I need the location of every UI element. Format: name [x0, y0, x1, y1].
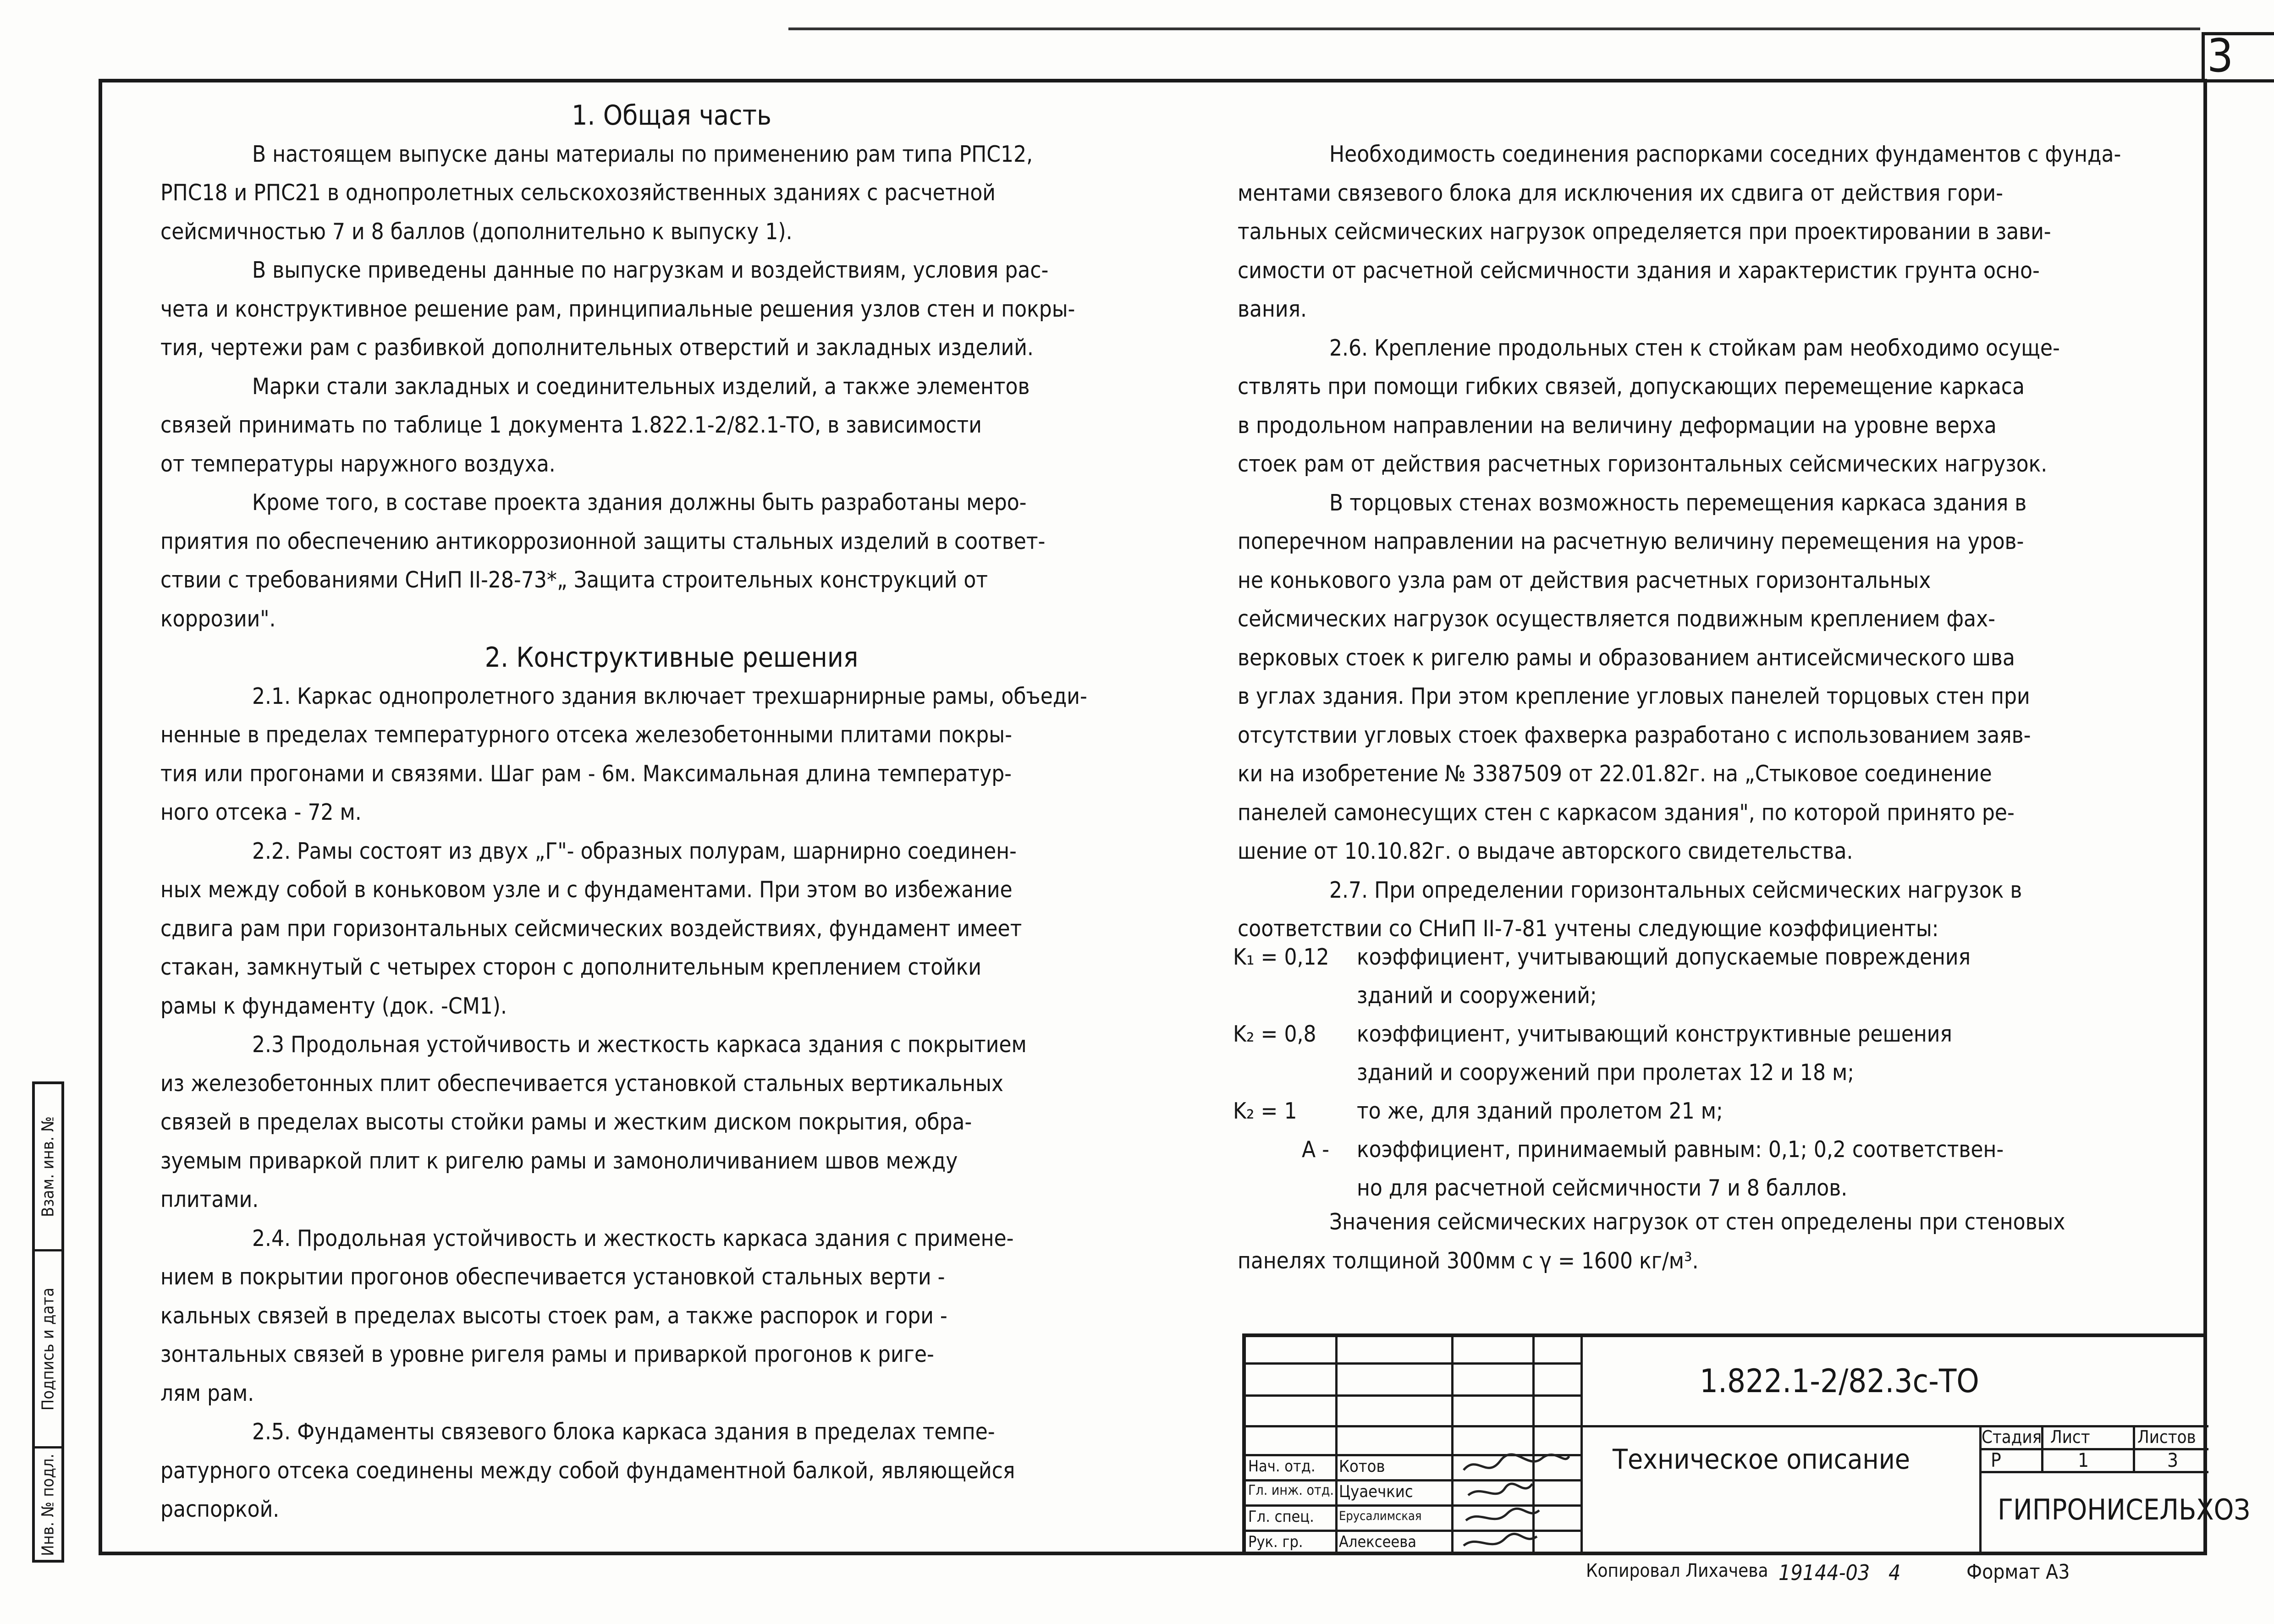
para-2-4	[160, 1219, 1183, 1413]
title-block	[1242, 1333, 2251, 1555]
text-line: ных между собой в коньковом узле и с фундаментами. При этом во избежание	[160, 877, 1013, 903]
text-line: 2.6. Крепление продольных стен к стойкам рам необходимо осуще-	[1329, 335, 2060, 361]
text-line: В выпуске приведены данные по нагрузкам и воздействиям, условия рас-	[252, 257, 1049, 283]
doc-code: 1.822.1-2/82.3с-ТО	[1700, 1362, 1979, 1400]
text-line: поперечном направлении на расчетную величину перемещения на уров-	[1238, 528, 2024, 554]
para-2-2	[160, 832, 1183, 1026]
para-2-3	[160, 1026, 1183, 1219]
text-line: стакан, замкнутый с четырех сторон с дополнительным креплением стойки	[160, 954, 982, 980]
coef-k2b-text: то же, для зданий пролетом 21 м;	[1357, 1098, 1723, 1124]
para-end-walls	[1238, 484, 2205, 871]
text-line: отсутствии угловых стоек фахверка разработано с использованием заяв-	[1238, 722, 2031, 748]
text-line: 2.2. Рамы состоят из двух „Г"- образных полурам, шарнирно соединен-	[252, 838, 1017, 864]
para-intro	[160, 135, 1183, 252]
text-line: в продольном направлении на величину деформации на уровне верха	[1238, 412, 1997, 439]
sheets-value: 3	[2167, 1449, 2179, 1471]
text-line: 2.3 Продольная устойчивость и жесткость каркаса здания с покрытием	[252, 1031, 1027, 1058]
text-line: из железобетонных плит обеспечивается установкой стальных вертикальных	[160, 1070, 1003, 1097]
text-line: приятия по обеспечению антикоррозионной защиты стальных изделий в соответ-	[160, 528, 1046, 554]
coef-a-symbol: A -	[1302, 1136, 1330, 1163]
text-line: лям рам.	[160, 1380, 254, 1406]
para-2-1	[160, 677, 1183, 832]
text-line: распоркой.	[160, 1496, 280, 1522]
heading-constructive: 2. Конструктивные решения	[485, 642, 859, 674]
coef-k2b-symbol: K₂ = 1	[1233, 1098, 1297, 1124]
side-cell-sign	[35, 1249, 61, 1446]
text-line: тия, чертежи рам с разбивкой дополнительных отверстий и закладных изделий.	[160, 335, 1034, 361]
side-stamp	[32, 1081, 64, 1563]
text-line: 2.5. Фундаменты связевого блока каркаса здания в пределах темпе-	[252, 1419, 995, 1445]
stage-header: Стадия	[1982, 1427, 2042, 1447]
sheets-header: Листов	[2137, 1427, 2196, 1447]
role-1: Нач. отд.	[1248, 1457, 1316, 1476]
text-line: чета и конструктивное решение рам, принципиальные решения узлов стен и покры-	[160, 296, 1075, 322]
text-line: не конькового узла рам от действия расчетных горизонтальных	[1238, 567, 1931, 593]
side-label-inv: Взам. инв. №	[39, 1116, 58, 1217]
text-line: связей в пределах высоты стойки рамы и жестким диском покрытия, обра-	[160, 1109, 972, 1135]
coef-k2-symbol: K₂ = 0,8	[1233, 1021, 1316, 1047]
text-line: Марки стали закладных и соединительных изделий, а также элементов	[252, 373, 1030, 400]
text-line: В настоящем выпуске даны материалы по применению рам типа РПС12,	[252, 141, 1033, 167]
text-line: ствии с требованиями СНиП II-28-73*„ Защита строительных конструкций от	[160, 567, 988, 593]
coef-a-text: коэффициент, принимаемый равным: 0,1; 0,2 соответствен-	[1357, 1136, 2004, 1163]
name-3: Ерусалимская	[1339, 1509, 1422, 1523]
left-column	[160, 96, 1183, 1529]
text-line: зонтальных связей в уровне ригеля рамы и приваркой прогонов к риге-	[160, 1341, 934, 1367]
role-3: Гл. спец.	[1248, 1508, 1314, 1526]
text-line: ментами связевого блока для исключения их сдвига от действия гори-	[1238, 180, 2004, 206]
para-corrosion	[160, 483, 1183, 638]
text-line: 2.7. При определении горизонтальных сейсмических нагрузок в	[1329, 877, 2022, 903]
copied-by: Копировал Лихачева	[1586, 1560, 1768, 1581]
side-cell-inv	[35, 1084, 61, 1249]
text-line: рамы к фундаменту (док. -СМ1).	[160, 993, 507, 1019]
role-4: Рук. гр.	[1248, 1533, 1303, 1551]
text-line: плитами.	[160, 1186, 259, 1213]
sheet-header: Лист	[2050, 1427, 2090, 1447]
para-steel	[160, 368, 1183, 484]
text-line: ненные в пределах температурного отсека железобетонными плитами покры-	[160, 722, 1012, 748]
coef-k2-text2: зданий и сооружений при пролетах 12 и 18 м;	[1357, 1059, 1855, 1086]
text-line: тальных сейсмических нагрузок определяется при проектировании в зави-	[1238, 219, 2051, 245]
text-line: зуемым приваркой плит к ригелю рамы и замоноличиванием швов между	[160, 1147, 958, 1174]
text-line: шение от 10.10.82г. о выдаче авторского свидетельства.	[1238, 838, 1853, 864]
role-2: Гл. инж. отд.	[1248, 1482, 1334, 1498]
para-2-5	[160, 1413, 1183, 1529]
page-number: 3	[2207, 29, 2234, 82]
order-number: 19144-03	[1778, 1560, 1870, 1585]
para-2-6	[1238, 329, 2205, 484]
stage-value: Р	[1991, 1449, 2001, 1471]
text-line: ратурного отсека соединены между собой фундаментной балкой, являющейся	[160, 1457, 1015, 1484]
side-label-orig: Инв. № подл.	[39, 1453, 58, 1556]
text-line: ствлять при помощи гибких связей, допускающих перемещение каркаса	[1238, 373, 2025, 400]
text-line: от температуры наружного воздуха.	[160, 450, 556, 477]
text-line: симости от расчетной сейсмичности здания и характеристик грунта осно-	[1238, 257, 2040, 284]
signatures	[1454, 1452, 1578, 1557]
sheet-value: 1	[2078, 1449, 2089, 1471]
order-suffix: 4	[1889, 1560, 1901, 1585]
text-line: в углах здания. При этом крепление угловых панелей торцовых стен при	[1238, 683, 2030, 709]
top-border-line	[788, 27, 2200, 30]
text-line: верковых стоек к ригелю рамы и образованием антисейсмического шва	[1238, 644, 2015, 671]
text-line: ного отсека - 72 м.	[160, 799, 362, 825]
text-line: 2.4. Продольная устойчивость и жесткость каркаса здания с примене-	[252, 1225, 1014, 1251]
text-line: кальных связей в пределах высоты стоек рам, а также распорок и гори -	[160, 1302, 947, 1329]
text-line: Значения сейсмических нагрузок от стен определены при стеновых	[1329, 1209, 2065, 1235]
text-line: коррозии".	[160, 605, 276, 632]
text-line: панелях толщиной 300мм с γ = 1600 кг/м³.	[1238, 1247, 1699, 1274]
text-line: сдвига рам при горизонтальных сейсмических воздействиях, фундамент имеет	[160, 915, 1022, 942]
text-line: РПС18 и РПС21 в однопролетных сельскохозяйственных зданиях с расчетной	[160, 180, 996, 206]
heading-general: 1. Общая часть	[572, 99, 771, 132]
text-line: Кроме того, в составе проекта здания должны быть разработаны меро-	[252, 489, 1027, 516]
para-spacers	[1238, 135, 2205, 329]
text-line: сейсмичностью 7 и 8 баллов (дополнительно к выпуску 1).	[160, 218, 793, 245]
organization: ГИПРОНИСЕЛЬХОЗ	[1998, 1493, 2251, 1526]
para-contents	[160, 251, 1183, 368]
coef-a-text2: но для расчетной сейсмичности 7 и 8 баллов.	[1357, 1175, 1848, 1201]
text-line: 2.1. Каркас однопролетного здания включает трехшарнирные рамы, объеди-	[252, 683, 1087, 709]
side-cell-orig	[35, 1446, 61, 1561]
paper-format: Формат А3	[1966, 1560, 2070, 1584]
right-column-end	[1238, 1203, 2205, 1280]
name-1: Котов	[1339, 1457, 1385, 1476]
coef-k2-text: коэффициент, учитывающий конструктивные решения	[1357, 1021, 1952, 1047]
side-label-sign: Подпись и дата	[39, 1287, 58, 1410]
name-4: Алексеева	[1339, 1533, 1417, 1551]
text-line: ки на изобретение № 3387509 от 22.01.82г. на „Стыковое соединение	[1238, 761, 1992, 787]
text-line: нием в покрытии прогонов обеспечивается установкой стальных верти -	[160, 1264, 945, 1290]
text-line: связей принимать по таблице 1 документа 1.822.1-2/82.1-ТО, в зависимости	[160, 412, 982, 438]
para-wall-loads	[1238, 1203, 2205, 1280]
text-line: вания.	[1238, 296, 1307, 322]
doc-title: Техническое описание	[1613, 1443, 1911, 1476]
text-line: стоек рам от действия расчетных горизонтальных сейсмических нагрузок.	[1238, 451, 2048, 477]
coef-k1-symbol: K₁ = 0,12	[1233, 944, 1329, 970]
text-line: В торцовых стенах возможность перемещения каркаса здания в	[1329, 489, 2027, 516]
name-2: Цуаечкис	[1339, 1482, 1413, 1501]
text-line: соответствии со СНиП II-7-81 учтены следующие коэффициенты:	[1238, 916, 1939, 942]
coefficients	[1233, 944, 2205, 1219]
coef-k1-text: коэффициент, учитывающий допускаемые повреждения	[1357, 944, 1971, 970]
text-line: Необходимость соединения распорками соседних фундаментов с фунда-	[1329, 141, 2121, 167]
coef-k1-text2: зданий и сооружений;	[1357, 982, 1597, 1009]
text-line: сейсмических нагрузок осуществляется подвижным креплением фах-	[1238, 606, 1996, 632]
para-2-7	[1238, 871, 2205, 949]
text-line: тия или прогонами и связями. Шаг рам - 6м. Максимальная длина температур-	[160, 760, 1012, 787]
text-line: панелей самонесущих стен с каркасом здания", по которой принято ре-	[1238, 799, 2015, 826]
right-column	[1238, 135, 2205, 949]
